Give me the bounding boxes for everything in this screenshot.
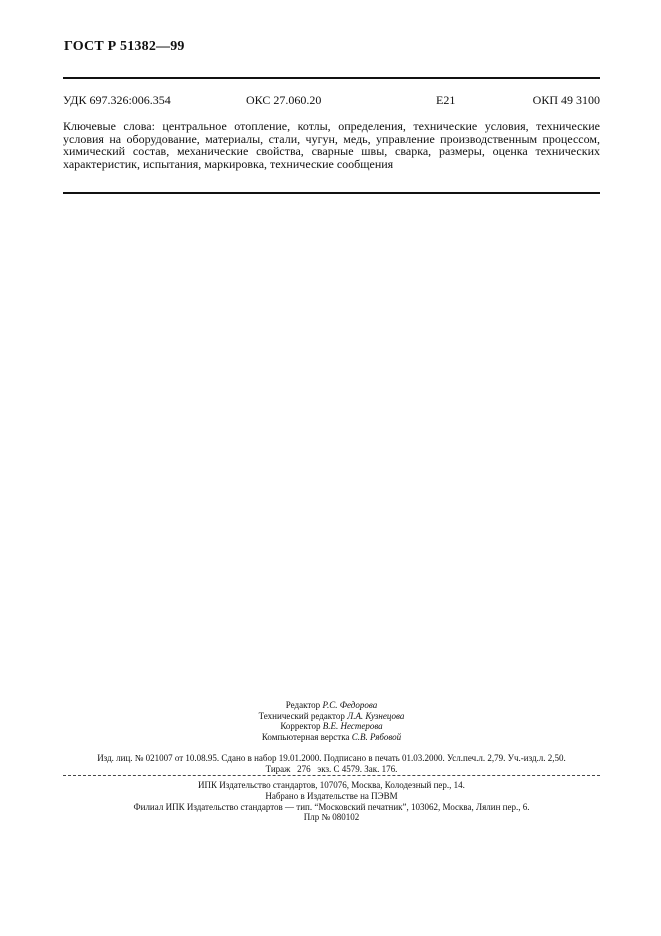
top-divider (63, 77, 600, 79)
tech-editor-name: Л.А. Кузнецова (347, 710, 405, 721)
publication-line-2: Тираж 276 экз. С 4579. Зак. 176. (265, 763, 398, 774)
editor-label: Редактор (285, 700, 321, 710)
layout-label: Компьютерная верстка (261, 731, 350, 742)
editor-line (63, 700, 600, 711)
editor-name: Р.С. Федорова (322, 700, 378, 710)
classification-row (63, 93, 600, 109)
group-code: Е21 (436, 93, 456, 107)
publication-line-1: Изд. лиц. № 021007 от 10.08.95. Сдано в набор 19.01.2000. Подписано в печать 01.03.2000. Усл.печ.л. 2,79. Уч.-изд.л. 2,50. (97, 753, 566, 763)
tech-editor-label: Технический редактор (258, 710, 345, 721)
corrector-line (63, 721, 600, 732)
corrector-name: В.Е. Нестерова (322, 721, 383, 731)
corrector-label: Корректор (280, 721, 321, 731)
imprint-block (63, 700, 600, 742)
publisher-line-3: Филиал ИПК Издательство стандартов — тип. “Московский печатник”, 103062, Москва, Лялин пер., 6. (133, 801, 530, 812)
publisher-line-2: Набрано в Издательстве на ПЭВМ (265, 790, 398, 801)
keywords-paragraph: Ключевые слова: центральное отопление, котлы, определения, технические условия, технические условия на оборудование, материалы, стали, чугун, медь, управление производственным процессом, химический состав, механические свойства, сварные швы, сварка, размеры, оценка технических характеристик, испытания, маркировка, технические сообщения (63, 119, 600, 171)
layout-line (63, 732, 600, 743)
publication-data (63, 753, 600, 774)
tech-editor-line (63, 711, 600, 722)
udk-code: УДК 697.326:006.354 (63, 93, 171, 107)
publisher-block (63, 780, 600, 823)
layout-name: С.В. Рябовой (351, 731, 402, 742)
bottom-divider (63, 192, 600, 194)
okp-code: ОКП 49 3100 (532, 93, 600, 107)
standard-number: ГОСТ Р 51382—99 (64, 39, 185, 54)
publisher-line-1: ИПК Издательство стандартов, 107076, Москва, Колодезный пер., 14. (198, 780, 465, 790)
dashed-divider (63, 775, 600, 776)
publisher-line-4: Плр № 080102 (303, 812, 360, 823)
oks-code: ОКС 27.060.20 (246, 93, 322, 107)
